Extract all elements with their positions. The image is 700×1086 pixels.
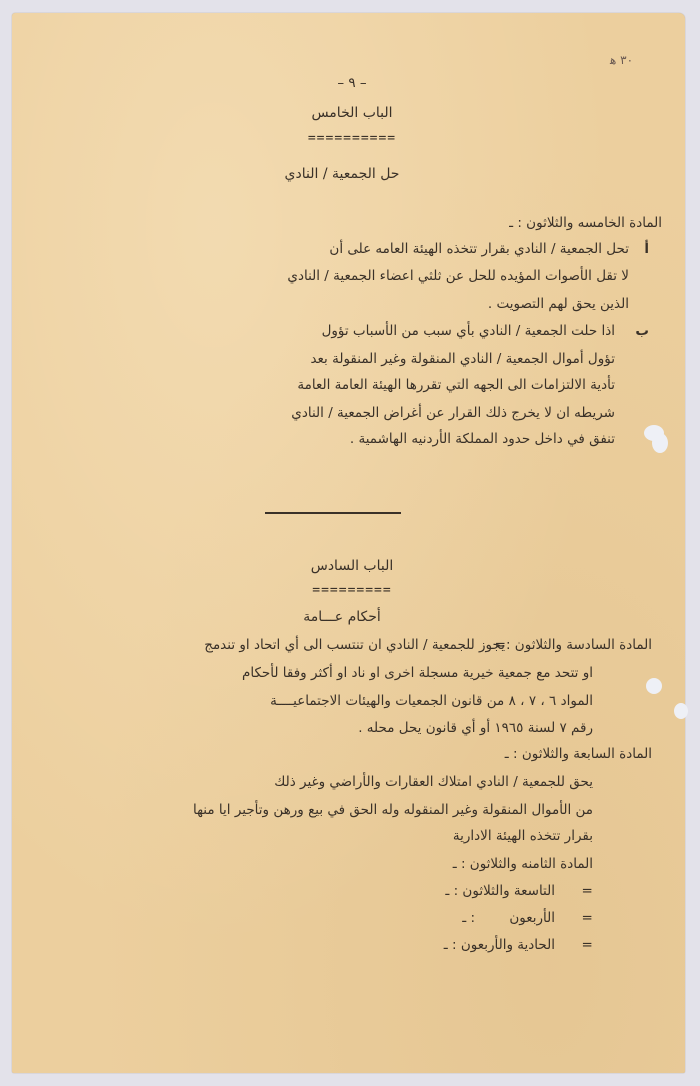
article36-heading: المادة السادسة والثلاثون := xyxy=(494,637,652,653)
section-divider xyxy=(265,512,401,514)
article35-heading: المادة الخامسه والثلاثون : ـ xyxy=(509,215,662,231)
article37-line-3: بقرار تتخذه الهيئة الادارية xyxy=(452,828,593,844)
article35-b-label: ب xyxy=(635,323,649,339)
article35-a-label: أ xyxy=(644,241,649,257)
chapter5-title: الباب الخامس xyxy=(311,105,393,121)
article36-line-2: او تتحد مع جمعية خيرية مسجلة اخرى او ناد او أكثر وفقا لأحكام xyxy=(242,665,593,681)
article41-ditto: = xyxy=(581,937,593,953)
article35-a-line-2: لا تقل الأصوات المؤيده للحل عن ثلثي اعضاء الجمعية / النادي xyxy=(287,268,629,284)
corner-handwritten-mark: ٣٠ ﻫ xyxy=(610,53,634,67)
article41-heading: الحادية والأربعون : ـ xyxy=(443,937,555,953)
chapter5-subtitle: حل الجمعية / النادي xyxy=(284,166,400,182)
punch-hole xyxy=(646,678,662,694)
article36-line-4: رقم ٧ لسنة ١٩٦٥ أو أي قانون يحل محله . xyxy=(358,720,593,736)
article35-a-line-1: تحل الجمعية / النادي بقرار تتخذه الهيئة العامه على أن xyxy=(329,241,629,257)
document-page xyxy=(12,13,685,1073)
page-number: – ٩ – xyxy=(337,75,367,91)
article35-b-line-3: تأدية الالتزامات الى الجهه التي تقررها الهيئة العامة العامة xyxy=(297,377,615,393)
article40-ditto: = xyxy=(581,910,593,926)
article36-line-1: يجوز للجمعية / النادي ان تنتسب الى أي اتحاد او تندمج xyxy=(204,637,505,653)
article35-b-line-2: تؤول أموال الجمعية / النادي المنقولة وغير المنقولة بعد xyxy=(310,351,615,367)
paper-damage-hole xyxy=(652,433,668,453)
chapter6-subtitle: أحكام عـــامة xyxy=(303,609,381,625)
article37-line-2: من الأموال المنقولة وغير المنقوله وله الحق في بيع ورهن وتأجير ايا منها xyxy=(192,802,593,818)
article37-line-1: يحق للجمعية / النادي امتلاك العقارات والأراضي وغير ذلك xyxy=(274,774,593,790)
article35-b-line-1: اذا حلت الجمعية / النادي بأي سبب من الأسباب تؤول xyxy=(321,323,615,339)
chapter5-underline: ========== xyxy=(307,131,397,146)
article37-heading: المادة السابعة والثلاثون : ـ xyxy=(504,746,652,762)
article35-b-line-5: تنفق في داخل حدود المملكة الأردنيه الهاشمية . xyxy=(349,431,615,447)
article39-heading: التاسعة والثلاثون : ـ xyxy=(445,883,555,899)
chapter6-underline: ========= xyxy=(312,583,392,598)
chapter6-title: الباب السادس xyxy=(310,558,394,574)
punch-hole xyxy=(674,703,688,719)
article40-heading: الأربعون : ـ xyxy=(462,910,555,926)
article38-heading: المادة الثامنه والثلاثون : ـ xyxy=(452,856,593,872)
article35-b-line-4: شريطه ان لا يخرج ذلك القرار عن أغراض الجمعية / النادي xyxy=(291,405,615,421)
article36-line-3: المواد ٦ ، ٧ ، ٨ من قانون الجمعيات والهيئات الاجتماعيــــة xyxy=(270,693,593,709)
article35-a-line-3: الذين يحق لهم التصويت . xyxy=(487,296,629,312)
article39-ditto: = xyxy=(581,883,593,899)
